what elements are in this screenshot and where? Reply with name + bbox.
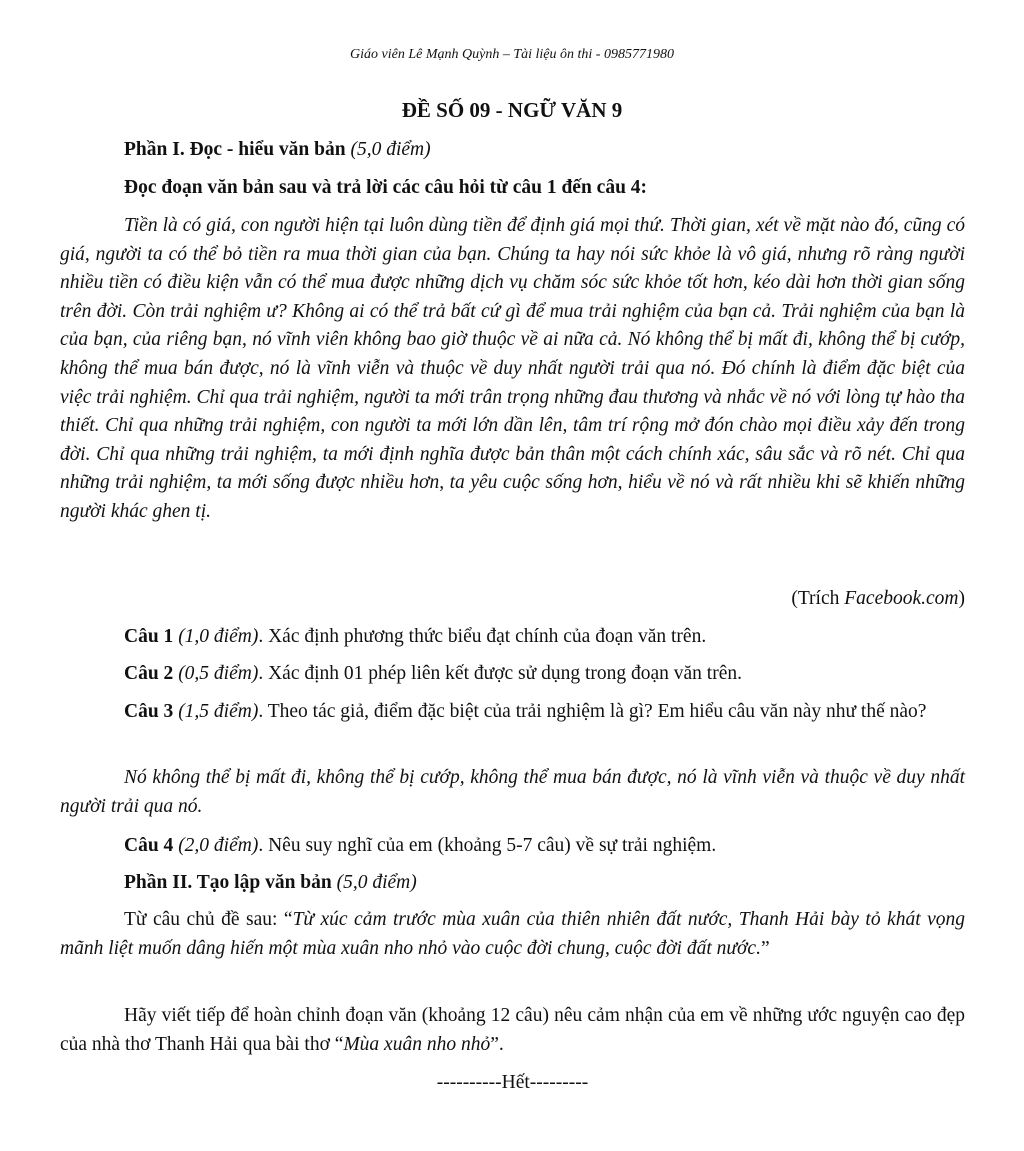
topic-quote: Từ xúc cảm trước mùa xuân của thiên nhiên đất nước, Thanh Hải bày tỏ khát vọng mãnh liệt muốn dâng hiến một mùa xuân nho nhỏ vào cuộc đời chung, cuộc đời đất nước. [60, 909, 966, 959]
question-3-quote: Nó không thể bị mất đi, không thể bị cướp, không thể mua bán được, nó là vĩnh viễn và thuộc về duy nhất người trải qua nó. [60, 767, 965, 817]
task-prefix: Hãy viết tiếp để hoàn chỉnh đoạn văn (khoảng 12 câu) nêu cảm nhận của em về những ước nguyện cao đẹp của nhà thơ Thanh Hải qua bài thơ “ [60, 1005, 965, 1055]
topic-sentence [60, 906, 965, 963]
part2-heading [60, 869, 965, 898]
page-header: Giáo viên Lê Mạnh Quỳnh – Tài liệu ôn thi - 0985771980 [350, 47, 674, 62]
question-points: (0,5 điểm) [178, 663, 259, 684]
part2-points: (5,0 điểm) [336, 872, 417, 893]
part2-label: Phần II. Tạo lập văn bản [124, 872, 332, 893]
question-label: Câu 4 [124, 835, 174, 856]
end-marker: ----------Hết--------- [436, 1072, 589, 1093]
question-points: (1,0 điểm) [178, 626, 259, 647]
task-poem: Mùa xuân nho nhỏ [343, 1033, 491, 1055]
source-suffix: ) [958, 588, 965, 609]
page-title: ĐỀ SỐ 09 - NGỮ VĂN 9 [401, 98, 623, 122]
part1-heading [60, 136, 965, 165]
writing-task [60, 1002, 965, 1059]
task-suffix: ”. [490, 1033, 504, 1055]
question-1 [60, 623, 965, 652]
question-2 [60, 660, 965, 689]
question-text: . Xác định phương thức biểu đạt chính của đoạn văn trên. [258, 626, 707, 647]
question-label: Câu 3 [124, 701, 174, 722]
source-prefix: (Trích [791, 588, 845, 609]
topic-prefix: Từ câu chủ đề sau: “ [124, 909, 293, 930]
question-text: . Theo tác giả, điểm đặc biệt của trải nghiệm là gì? Em hiểu câu văn này như thế nào? [258, 701, 927, 722]
topic-suffix: ” [760, 937, 770, 959]
question-label: Câu 1 [124, 626, 174, 647]
part1-points: (5,0 điểm) [350, 139, 431, 160]
question-text: . Xác định 01 phép liên kết được sử dụng trong đoạn văn trên. [258, 663, 742, 684]
part1-label: Phần I. Đọc - hiểu văn bản [124, 139, 346, 160]
question-3 [60, 698, 965, 727]
question-text: . Nêu suy nghĩ của em (khoảng 5-7 câu) về sự trải nghiệm. [258, 835, 717, 856]
question-points: (1,5 điểm) [178, 701, 259, 722]
reading-passage: Tiền là có giá, con người hiện tại luôn dùng tiền để định giá mọi thứ. Thời gian, xét về mặt nào đó, cũng có giá, người ta có thể bỏ tiền ra mua thời gian của bạn. Chúng ta hay nói sức khỏe là vô giá, nhưng rõ ràng người nhiều tiền có điều kiện vẫn có thể mua được những dịch vụ chăm sóc sức khỏe tốt hơn, kéo dài hơn thời gian sống trên đời. Còn trải nghiệm ư? Không ai có thể trả bất cứ gì để mua trải nghiệm của bạn cả. Trải nghiệm của bạn là của bạn, của riêng bạn, nó vĩnh viên không bao giờ thuộc về ai nữa cả. Nó không thể bị mất đi, không thể bị cướp, không thể mua bán được, nó là vĩnh viễn và thuộc về duy nhất người trải qua nó. Đó chính là điểm đặc biệt của việc trải nghiệm. Chỉ qua trải nghiệm, người ta mới trân trọng những đau thương và nhắc về nó với lòng tự hào tha thiết. Chỉ qua những trải nghiệm, con người ta mới lớn dần lên, tâm trí rộng mở đón chào mọi điều xảy đến trong đời. Chỉ qua những trải nghiệm, ta mới định nghĩa được bản thân một cách chính xác, sâu sắc và rõ nét. Chỉ qua những trải nghiệm, ta mới sống được nhiều hơn, ta yêu cuộc sống hơn, hiểu về nó và rất nhiều khi sẽ khiến những người khác ghen tị. [60, 215, 965, 522]
question-label: Câu 2 [124, 663, 174, 684]
question-points: (2,0 điểm) [178, 835, 259, 856]
question-4 [60, 832, 965, 861]
source-name: Facebook.com [844, 588, 959, 609]
passage-source [60, 585, 965, 614]
instruction: Đọc đoạn văn bản sau và trả lời các câu hỏi từ câu 1 đến câu 4: [124, 177, 648, 198]
